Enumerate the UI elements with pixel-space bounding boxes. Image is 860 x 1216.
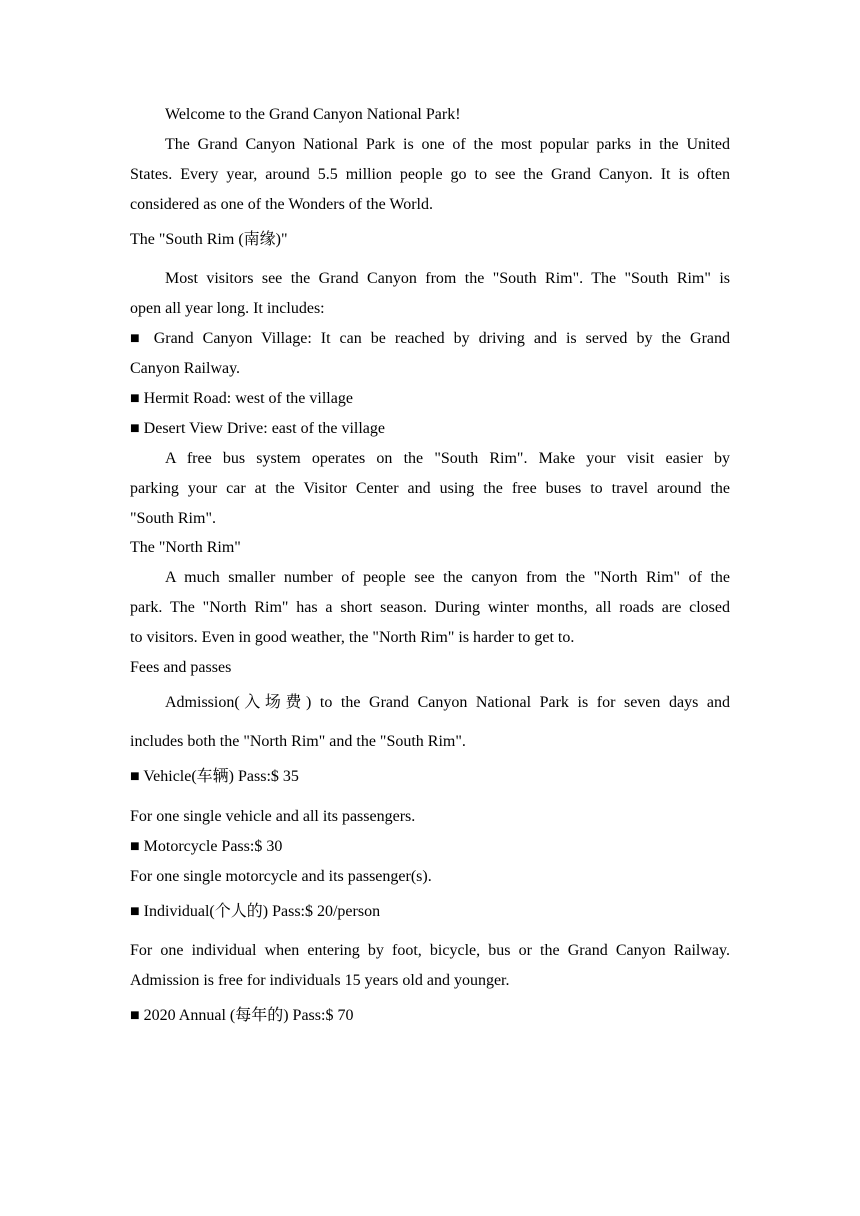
north-rim-line-2: park. The "North Rim" has a short season. During winter months, all roads are closed <box>130 599 730 616</box>
individual-pass: ■ Individual(个人的) Pass:$ 20/person <box>130 903 381 920</box>
bullet-village-line-2: Canyon Railway. <box>130 360 241 377</box>
bus-line-3: "South Rim". <box>130 510 216 527</box>
south-rim-line-2: open all year long. It includes: <box>130 300 325 317</box>
north-rim-line-3: to visitors. Even in good weather, the "North Rim" is harder to get to. <box>130 629 575 646</box>
motorcycle-pass: ■ Motorcycle Pass:$ 30 <box>130 838 283 855</box>
individual-pass-description-2: Admission is free for individuals 15 years old and younger. <box>130 972 510 989</box>
intro-line-3: considered as one of the Wonders of the World. <box>130 196 433 213</box>
intro-line-1: The Grand Canyon National Park is one of the most popular parks in the United <box>165 136 730 153</box>
admission-line-2: includes both the "North Rim" and the "South Rim". <box>130 733 466 750</box>
intro-line-2: States. Every year, around 5.5 million people go to see the Grand Canyon. It is often <box>130 166 730 183</box>
vehicle-pass: ■ Vehicle(车辆) Pass:$ 35 <box>130 768 299 785</box>
south-rim-line-1: Most visitors see the Grand Canyon from the "South Rim". The "South Rim" is <box>165 270 730 287</box>
motorcycle-pass-description: For one single motorcycle and its passenger(s). <box>130 868 432 885</box>
bullet-hermit-road: ■ Hermit Road: west of the village <box>130 390 353 407</box>
welcome-line: Welcome to the Grand Canyon National Park! <box>165 106 461 123</box>
bullet-village-line-1: ■ Grand Canyon Village: It can be reached by driving and is served by the Grand <box>130 330 730 347</box>
bus-line-2: parking your car at the Visitor Center and using the free buses to travel around the <box>130 480 730 497</box>
bus-line-1: A free bus system operates on the "South Rim". Make your visit easier by <box>165 450 730 467</box>
fees-heading: Fees and passes <box>130 659 232 676</box>
individual-pass-description-1: For one individual when entering by foot, bicycle, bus or the Grand Canyon Railway. <box>130 942 730 959</box>
north-rim-heading: The "North Rim" <box>130 539 241 556</box>
vehicle-pass-description: For one single vehicle and all its passengers. <box>130 808 416 825</box>
north-rim-line-1: A much smaller number of people see the canyon from the "North Rim" of the <box>165 569 730 586</box>
bullet-desert-view-drive: ■ Desert View Drive: east of the village <box>130 420 385 437</box>
south-rim-heading: The "South Rim (南缘)" <box>130 231 288 248</box>
annual-pass: ■ 2020 Annual (每年的) Pass:$ 70 <box>130 1007 354 1024</box>
admission-line-1: Admission(入场费) to the Grand Canyon National Park is for seven days and <box>165 694 730 711</box>
